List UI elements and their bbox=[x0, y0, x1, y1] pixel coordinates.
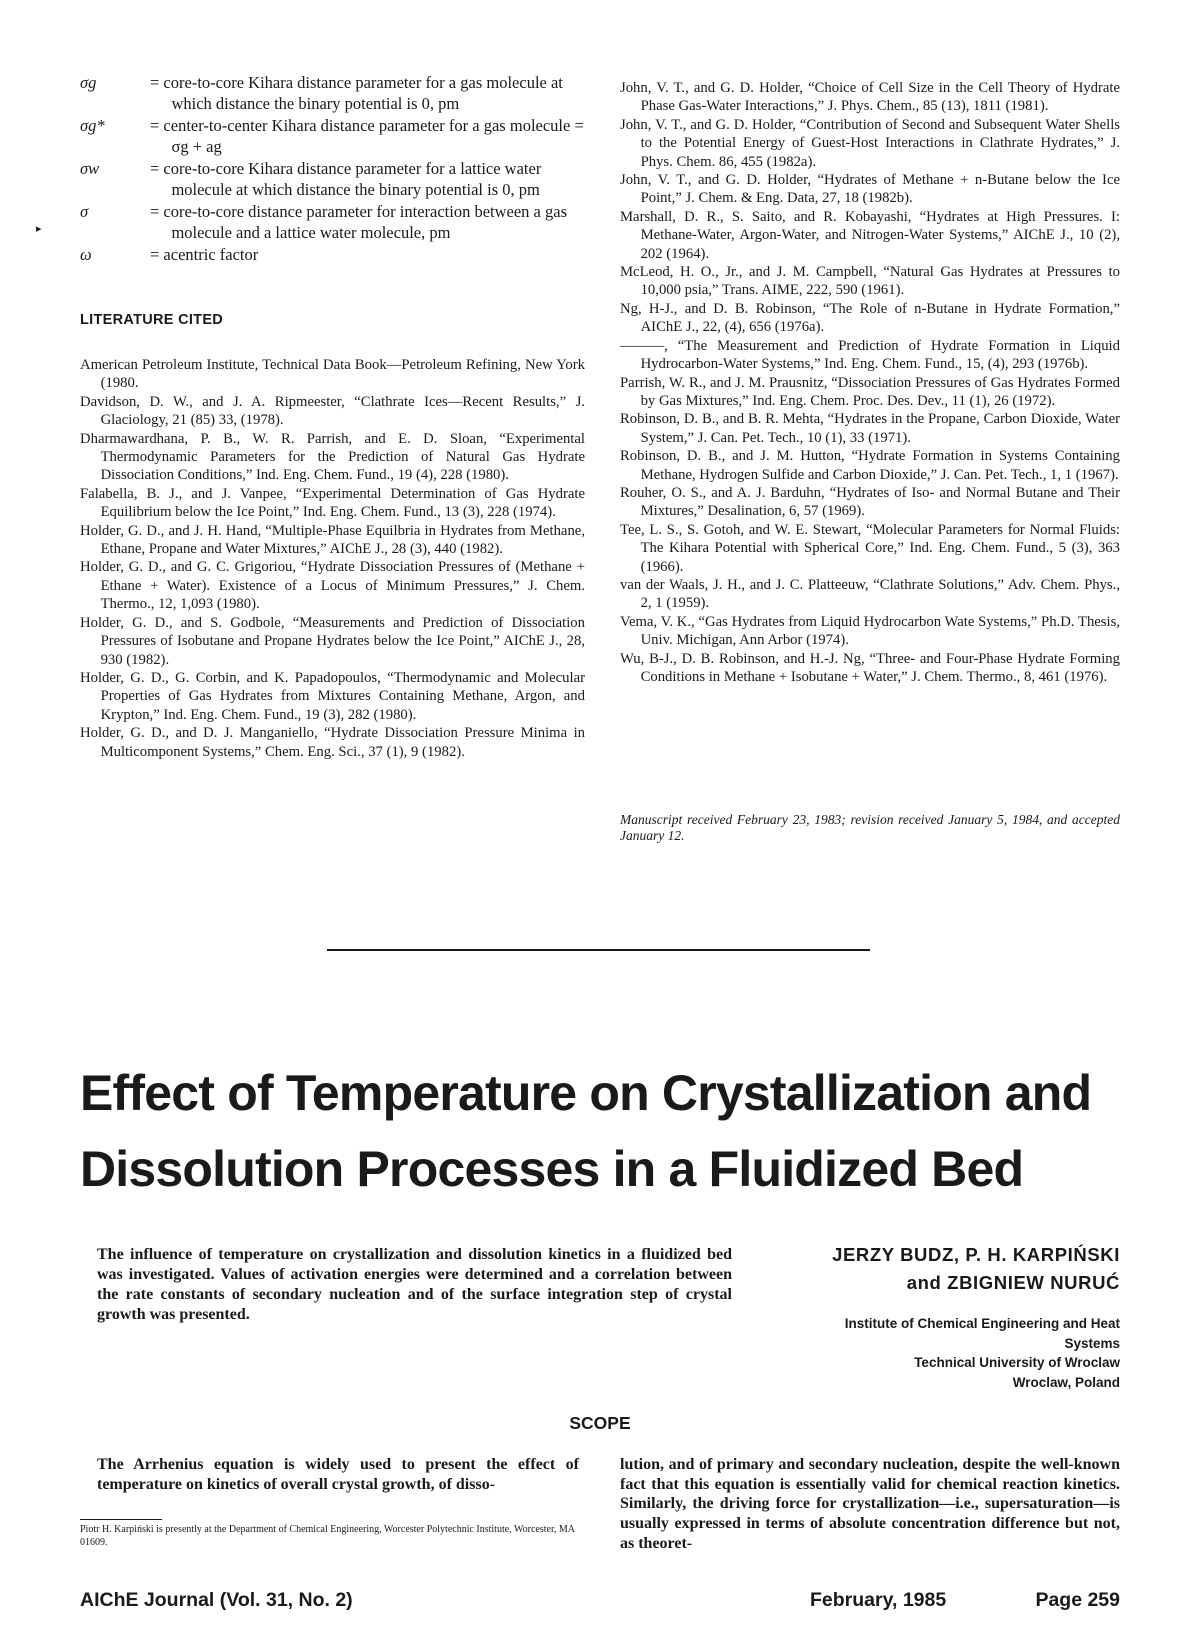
reference-entry: Tee, L. S., S. Gotoh, and W. E. Stewart, “Molecular Parameters for Normal Fluids: The Kihara Potential with Spherical Core,” Ind. Eng. Chem. Fund., 5 (3), 363 (1966). bbox=[620, 521, 1120, 575]
nomenclature-definition: = acentric factor bbox=[150, 245, 259, 264]
institution-line-1: Institute of Chemical Engineering and Heat bbox=[844, 1316, 1120, 1331]
reference-entry: Davidson, D. W., and J. A. Ripmeester, “Clathrate Ices—Recent Results,” J. Glaciology, 21 (85) 33, (1978). bbox=[80, 393, 585, 429]
reference-entry: Robinson, D. B., and J. M. Hutton, “Hydrate Formation in Systems Containing Methane, Hydrogen Sulfide and Carbon Dioxide,” J. Can. Pet. Tech., 1, 1 (1967). bbox=[620, 448, 1120, 483]
nomenclature-row bbox=[80, 158, 585, 200]
reference-entry: Falabella, B. J., and J. Vanpee, “Experimental Determination of Gas Hydrate Equilibrium below the Ice Point,” Ind. Eng. Chem. Fund., 13 (3), 228 (1974). bbox=[80, 485, 585, 521]
footnote: Piotr H. Karpiński is presently at the Department of Chemical Engineering, Worcester Polytechnic Institute, Worcester, MA 01609. bbox=[80, 1524, 575, 1548]
authors-line-2: and ZBIGNIEW NURUĆ bbox=[906, 1272, 1120, 1293]
reference-entry: John, V. T., and G. D. Holder, “Hydrates of Methane + n-Butane below the Ice Point,” J. Chem. & Eng. Data, 27, 18 (1982b). bbox=[620, 172, 1120, 207]
reference-entry: Wu, B-J., D. B. Robinson, and H.-J. Ng, “Three- and Four-Phase Hydrate Forming Conditions in Methane + Isobutane + Water,” J. Chem. Thermo., 8, 461 (1976). bbox=[620, 650, 1120, 685]
article-title bbox=[80, 1055, 1140, 1207]
reference-entry: Ng, H-J., and D. B. Robinson, “The Role of n-Butane in Hydrate Formation,” AIChE J., 22, (4), 656 (1976a). bbox=[620, 300, 1120, 336]
nomenclature-definition: = core-to-core Kihara distance parameter for a gas molecule at which distance the binary potential is 0, pm bbox=[150, 73, 563, 113]
scope-heading: SCOPE bbox=[569, 1413, 631, 1433]
nomenclature-row bbox=[80, 72, 585, 114]
reference-entry: Dharmawardhana, P. B., W. R. Parrish, and E. D. Sloan, “Experimental Thermodynamic Parameters for the Prediction of Natural Gas Hydrate Dissociation Conditions,” Ind. Eng. Chem. Fund., 19 (4), 228 (1980). bbox=[80, 430, 585, 484]
reference-entry: van der Waals, J. H., and J. C. Platteeuw, “Clathrate Solutions,” Adv. Chem. Phys., 2, 1 (1959). bbox=[620, 576, 1120, 612]
reference-entry: Rouher, O. S., and A. J. Barduhn, “Hydrates of Iso- and Normal Butane and Their Mixtures,” Desalination, 6, 57 (1969). bbox=[620, 484, 1120, 520]
institution-line-2: Systems bbox=[1064, 1335, 1120, 1351]
reference-entry: Holder, G. D., and D. J. Manganiello, “Hydrate Dissociation Pressure Minima in Multicomponent Systems,” Chem. Eng. Sci., 37 (1), 9 (1982). bbox=[80, 725, 585, 760]
abstract: The influence of temperature on crystallization and dissolution kinetics in a fluidized bed was investigated. Values of activation energies were determined and a correlation between the rate constants of secondary nucleation and of the surface integration step of crystal growth was presented. bbox=[97, 1246, 732, 1323]
references-right-column bbox=[620, 79, 1120, 686]
issue-date: February, 1985 bbox=[810, 1589, 947, 1611]
reference-entry: American Petroleum Institute, Technical Data Book—Petroleum Refining, New York (1980. bbox=[80, 357, 585, 392]
date-page-footer bbox=[810, 1589, 1120, 1612]
page-number: Page 259 bbox=[1035, 1589, 1120, 1611]
nomenclature-row bbox=[80, 115, 585, 157]
nomenclature-list bbox=[80, 72, 585, 266]
scope-text-left: The Arrhenius equation is widely used to present the effect of temperature on kinetics of overall crystal growth, of disso- bbox=[97, 1456, 579, 1493]
reference-entry: Marshall, D. R., S. Saito, and R. Kobayashi, “Hydrates at High Pressures. I: Methane-Water, Argon-Water, and Nitrogen-Water Systems,” AIChE J., 10 (2), 202 (1964). bbox=[620, 208, 1120, 262]
institution-line-4: Wroclaw, Poland bbox=[1012, 1374, 1120, 1390]
footnote-rule bbox=[80, 1519, 162, 1520]
scope-text-right: lution, and of primary and secondary nucleation, despite the well-known fact that this equation is essentially valid for chemical reaction kinetics. Similarly, the driving force for crystallization—i.e., supersaturation—is usually expressed in terms of absolute concentration difference but not, as theoret- bbox=[620, 1456, 1120, 1552]
reference-entry: Robinson, D. B., and B. R. Mehta, “Hydrates in the Propane, Carbon Dioxide, Water System,” J. Can. Pet. Tech., 10 (1), 33 (1971). bbox=[620, 411, 1120, 446]
section-divider bbox=[327, 949, 870, 951]
nomenclature-definition: = core-to-core Kihara distance parameter for a lattice water molecule at which distance the binary potential is 0, pm bbox=[150, 159, 542, 199]
author-names bbox=[720, 1241, 1120, 1297]
nomenclature-definition: = core-to-core distance parameter for interaction between a gas molecule and a lattice water molecule, pm bbox=[150, 202, 568, 242]
nomenclature-symbol: σw bbox=[80, 159, 100, 178]
nomenclature-definition: = center-to-center Kihara distance parameter for a gas molecule = σg + ag bbox=[150, 116, 584, 156]
reference-entry: Holder, G. D., G. Corbin, and K. Papadopoulos, “Thermodynamic and Molecular Properties of Gas Hydrates from Mixtures Containing Methane, Argon, and Krypton,” Ind. Eng. Chem. Fund., 19 (3), 282 (1980). bbox=[80, 669, 585, 723]
reference-entry: Vema, V. K., “Gas Hydrates from Liquid Hydrocarbon Wate Systems,” Ph.D. Thesis, Univ. Michigan, Ann Arbor (1974). bbox=[620, 613, 1120, 649]
title-line-2: Dissolution Processes in a Fluidized Bed bbox=[80, 1141, 1024, 1197]
reference-entry: John, V. T., and G. D. Holder, “Contribution of Second and Subsequent Water Shells to the Potential Energy of Guest-Host Interactions in Clathrate Hydrates,” J. Phys. Chem. 86, 455 (1982a). bbox=[620, 116, 1120, 170]
manuscript-note: Manuscript received February 23, 1983; revision received January 5, 1984, and accepted January 12. bbox=[620, 812, 1120, 843]
margin-mark: ▸ bbox=[36, 223, 42, 235]
institution bbox=[720, 1314, 1120, 1392]
nomenclature-symbol: σg bbox=[80, 73, 97, 92]
journal-footer: AIChE Journal (Vol. 31, No. 2) bbox=[80, 1589, 353, 1611]
nomenclature-row bbox=[80, 201, 585, 243]
reference-entry: ———, “The Measurement and Prediction of Hydrate Formation in Liquid Hydrocarbon-Water Systems,” Ind. Eng. Chem. Fund., 15, (4), 293 (1976b). bbox=[620, 337, 1120, 373]
nomenclature-row bbox=[80, 244, 585, 265]
reference-entry: John, V. T., and G. D. Holder, “Choice of Cell Size in the Cell Theory of Hydrate Phase Gas-Water Interactions,” J. Phys. Chem., 85 (13), 1811 (1981). bbox=[620, 80, 1120, 115]
reference-entry: Holder, G. D., and J. H. Hand, “Multiple-Phase Equilbria in Hydrates from Methane, Ethane, Propane and Water Mixtures,” AIChE J., 28 (3), 440 (1982). bbox=[80, 522, 585, 558]
references-left-column bbox=[80, 356, 585, 761]
reference-entry: Holder, G. D., and G. C. Grigoriou, “Hydrate Dissociation Pressures of (Methane + Ethane + Water). Existence of a Locus of Minimum Pressures,” J. Chem. Thermo., 12, 1,093 (1980). bbox=[80, 559, 585, 613]
nomenclature-symbol: σg* bbox=[80, 116, 105, 135]
nomenclature-symbol: σ bbox=[80, 202, 89, 221]
literature-cited-heading: LITERATURE CITED bbox=[80, 312, 224, 328]
authors-line-1: JERZY BUDZ, P. H. KARPIŃSKI bbox=[832, 1244, 1120, 1265]
author-block bbox=[720, 1241, 1120, 1392]
nomenclature-symbol: ω bbox=[80, 245, 92, 264]
title-line-1: Effect of Temperature on Crystallization and bbox=[80, 1065, 1092, 1121]
reference-entry: Holder, G. D., and S. Godbole, “Measurements and Prediction of Dissociation Pressures of Isobutane and Propane Hydrates below the Ice Point,” AIChE J., 28, 930 (1982). bbox=[80, 614, 585, 668]
reference-entry: McLeod, H. O., Jr., and J. M. Campbell, “Natural Gas Hydrates at Pressures to 10,000 psia,” Trans. AIME, 222, 590 (1961). bbox=[620, 264, 1120, 299]
institution-line-3: Technical University of Wroclaw bbox=[914, 1355, 1120, 1370]
reference-entry: Parrish, W. R., and J. M. Prausnitz, “Dissociation Pressures of Gas Hydrates Formed by Gas Mixtures,” Ind. Eng. Chem. Proc. Des. Dev., 11 (1), 26 (1972). bbox=[620, 374, 1120, 409]
